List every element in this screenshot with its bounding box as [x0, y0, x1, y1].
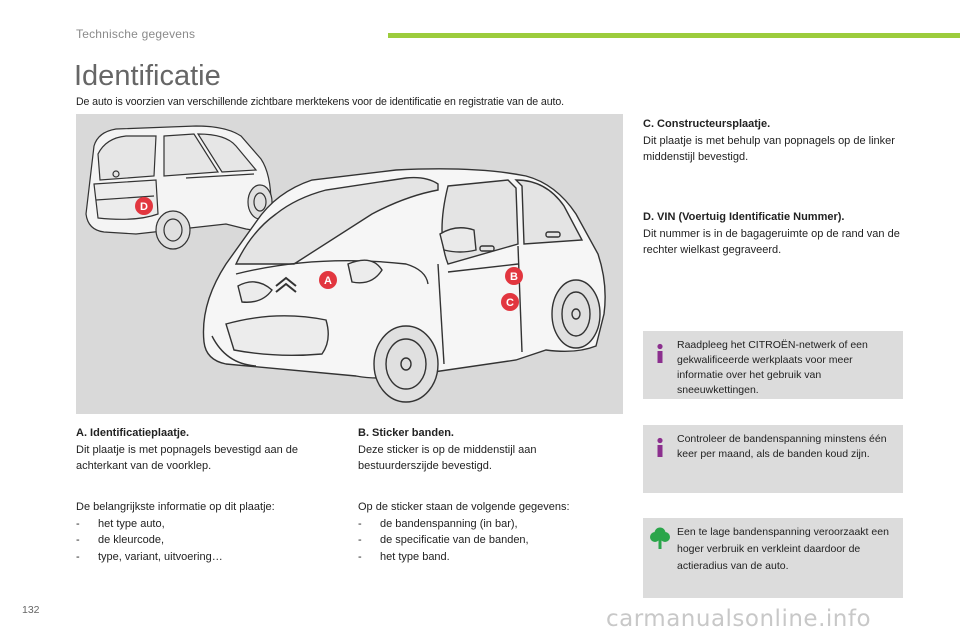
watermark: carmanualsonline.info	[606, 606, 872, 632]
page-title: Identificatie	[74, 60, 221, 92]
section-accent-bar	[388, 33, 960, 38]
block-a-info-lead: De belangrijkste informatie op dit plaatje:	[76, 501, 275, 513]
block-a-info-list	[76, 516, 338, 566]
list-item: - de bandenspanning (in bar),	[358, 516, 620, 533]
block-b-info-lead: Op de sticker staan de volgende gegevens:	[358, 501, 570, 513]
page-number: 132	[22, 604, 40, 616]
marker-c	[501, 293, 519, 311]
list-item: - de specificatie van de banden,	[358, 532, 620, 549]
block-a	[76, 425, 338, 475]
svg-text:B: B	[510, 271, 518, 283]
note-tyre-pressure	[643, 425, 903, 493]
block-c	[643, 116, 903, 166]
eco-tree-icon	[649, 526, 671, 550]
rear-car-drawing	[86, 126, 272, 249]
svg-text:D: D	[140, 201, 148, 213]
svg-text:A: A	[324, 275, 332, 287]
note-snow-chains-text: Raadpleeg het CITROËN-netwerk of een gekwalificeerde werkplaats voor meer informatie over het gebruik van sneeuwkettingen.	[677, 339, 868, 396]
svg-text:C: C	[506, 297, 514, 309]
list-item: - het type band.	[358, 549, 620, 566]
block-b	[358, 425, 620, 475]
block-a-info	[76, 499, 338, 565]
block-b-info	[358, 499, 620, 565]
info-icon	[653, 343, 667, 365]
intro-text: De auto is voorzien van verschillende zichtbare merktekens voor de identificatie en registratie van de auto.	[76, 96, 564, 108]
note-eco-text: Een te lage bandenspanning veroorzaakt een hoger verbruik en verkleint daardoor de actieradius van de auto.	[677, 526, 889, 572]
list-item: - het type auto,	[76, 516, 338, 533]
section-header: Technische gegevens	[76, 27, 196, 41]
block-c-heading: C. Constructeursplaatje.	[643, 118, 771, 130]
note-eco	[643, 518, 903, 598]
list-item: - de kleurcode,	[76, 532, 338, 549]
block-b-info-list	[358, 516, 620, 566]
block-b-text: Deze sticker is op de middenstijl aan bestuurderszijde bevestigd.	[358, 443, 537, 472]
block-d-heading: D. VIN (Voertuig Identificatie Nummer).	[643, 211, 845, 223]
block-d	[643, 209, 903, 259]
marker-b	[505, 267, 523, 285]
block-d-text: Dit nummer is in de bagageruimte op de rand van de rechter wielkast gegraveerd.	[643, 227, 900, 256]
car-illustration	[76, 114, 623, 414]
marker-a	[319, 271, 337, 289]
block-b-heading: B. Sticker banden.	[358, 427, 454, 439]
note-snow-chains	[643, 331, 903, 399]
marker-d	[135, 197, 153, 215]
block-a-text: Dit plaatje is met popnagels bevestigd aan de achterkant van de voorklep.	[76, 443, 298, 472]
info-icon	[653, 437, 667, 459]
note-tyre-pressure-text: Controleer de bandenspanning minstens één keer per maand, als de banden koud zijn.	[677, 433, 887, 460]
block-a-heading: A. Identificatieplaatje.	[76, 427, 190, 439]
list-item: - type, variant, uitvoering…	[76, 549, 338, 566]
block-c-text: Dit plaatje is met behulp van popnagels op de linker middenstijl bevestigd.	[643, 134, 895, 163]
